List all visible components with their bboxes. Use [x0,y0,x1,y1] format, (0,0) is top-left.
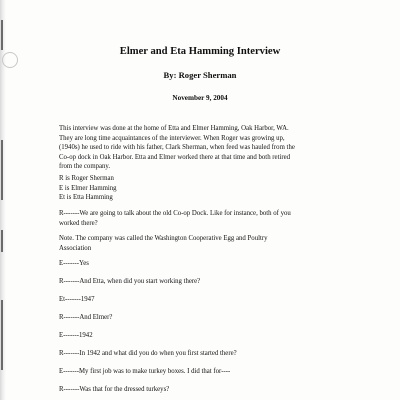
exchange-line: E-------1942 [59,332,93,339]
speaker-line: Et is Etta Hamming [59,194,113,201]
document-byline: By: Roger Sherman [163,70,237,80]
text-line: worked there? [59,219,98,227]
speaker-key [59,174,359,203]
document-title: Elmer and Eta Hamming Interview [119,46,281,57]
speaker-line: R is Roger Sherman [59,175,114,182]
exchange-line: R-------Was that for the dressed turkeys? [59,386,170,393]
text-line: Note. The company was called the Washington Cooperative Egg and Poultry [59,235,268,242]
text-line: from the company. [59,163,111,170]
scan-mark [1,140,3,200]
text-line: They are long time acquaintances of the interviewer. When Roger was growing up, [59,134,285,142]
intro-paragraph [59,124,359,172]
text-line: This interview was done at the home of Etta and Elmer Hamming, Oak Harbor, WA. [59,125,289,132]
text-line: R-------We are going to talk about the old Co-op Dock. Like for instance, both of you [59,210,291,217]
exchange-line: R-------In 1942 and what did you do when you first started there? [59,350,237,357]
scan-mark [1,300,3,370]
scan-mark [1,230,3,252]
exchange-line: E-------Yes [59,260,89,267]
exchange-line: E-------My first job was to make turkey boxes. I did that for---- [59,368,231,375]
exchange-line: Et-------1947 [59,296,95,303]
text-line: Association [59,244,92,252]
text-line: (1940s) he used to ride with his father, Clark Sherman, when feed was hauled from the [59,144,295,151]
speaker-line: E is Elmer Hamming [59,184,117,192]
document-date: November 9, 2004 [172,94,228,102]
note-paragraph [59,234,359,253]
question-paragraph [59,209,359,228]
text-line: Co-op dock in Oak Harbor. Etta and Elmer worked there at that time and both retired [59,153,291,161]
exchange-line: R-------And Etta, when did you start working there? [59,278,201,285]
exchange-line: R-------And Elmer? [59,314,113,321]
